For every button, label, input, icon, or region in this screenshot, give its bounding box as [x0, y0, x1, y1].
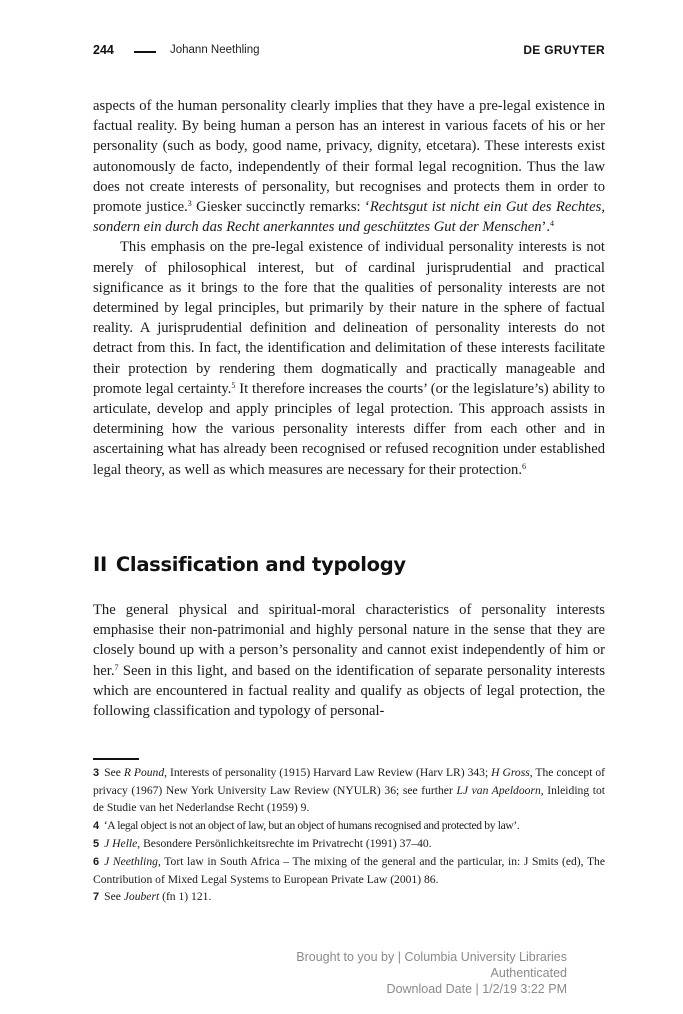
paragraph-1: aspects of the human personality clearly implies that they have a pre-legal existence in factual reality. By being human a person has an interest in various facets of his or her personality (such as body, good name, privacy, dignity, etcetara). These interests exist autonomously de facto, independently of their formal legal recognition. Thus the law does not create interests of personality, but recognises and protects them in order to promote justice.$^3$ Giesker succinctly remarks: ‘Rechtsgut ist nicht ein Gut des Rechtes, sondern ein durch das Recht anerkanntes und geschütztes Gut der Menschen’.$^4$ — [93, 98, 605, 236]
footnote-ref-3[interactable]: 3 — [187, 199, 192, 209]
footnote-text: , Besondere Persönlichkeitsrechte im Privatrecht (1991) 37–40. — [137, 836, 432, 850]
body-block-1 — [93, 96, 605, 480]
watermark-line-1: Brought to you by | Columbia University Libraries — [296, 950, 567, 964]
footnote-number: 5 — [93, 837, 100, 850]
footnote-text: , Inleiding tot de Studie van het Nederlandse Recht (1959) 9. — [93, 784, 606, 815]
footnote-text: (fn 1) 121. — [159, 890, 212, 904]
section-heading — [93, 553, 406, 576]
footnote-ref-4[interactable]: 4 — [550, 219, 555, 229]
section-title: Classification and typology — [115, 553, 406, 576]
footnote-number: 3 — [93, 767, 100, 779]
paragraph-2: This emphasis on the pre-legal existence of individual personality interests is not merely of philosophical interest, but of cardinal jurisprudential and practical significance as it brings to the fore that the qualities of personality interests are not determined by legal principles, but primarily by their nature in the sphere of factual reality. A jurisprudential definition and delineation of personality interests do not detract from this. In fact, the identification and delimitation of these interests facilitate their protection by rendering them dogmatically and practically manageable and promote legal certainty.$^5$ It therefore increases the courts’ (or the legislature’s) ability to articulate, develop and apply principles of legal protection. This approach assists in determining how the various personality interests differ from each other and in ascertaining what has already been recognised or refused recognition under established legal theory, as well as which measures are necessary for their protection.$^6$ — [93, 239, 605, 478]
watermark-line-2: Authenticated — [490, 966, 567, 980]
footnote-number: 6 — [93, 856, 100, 869]
footnote-text: See — [104, 890, 124, 904]
cited-author: J Helle — [104, 836, 138, 850]
footnote-separator — [93, 758, 139, 760]
german-quote: Rechtsgut ist nicht ein Gut des Rechtes, sondern ein durch das Recht anerkanntes und geschütztes Gut der Menschen — [93, 199, 605, 236]
footnote-text: , Interests of personality (1915) Harvard Law Review (Harv LR) 343; — [164, 766, 492, 779]
publisher-logo: DE GRUYTER — [523, 43, 605, 57]
footnote-7 — [93, 888, 605, 906]
running-author: Johann Neethling — [170, 44, 260, 56]
cited-author: H Gross — [491, 766, 530, 779]
cited-author: R Pound — [123, 766, 165, 779]
footnote-6 — [93, 853, 605, 888]
section-number: II — [93, 553, 107, 576]
cited-author: Joubert — [123, 890, 160, 904]
footnote-text: See — [104, 766, 124, 779]
footnote-3 — [93, 764, 605, 817]
watermark-line-3: Download Date | 1/2/19 3:22 PM — [386, 982, 567, 996]
body-block-2 — [93, 600, 605, 721]
footnote-5 — [93, 835, 605, 853]
page-number: 244 — [93, 43, 114, 57]
footnote-4 — [93, 817, 605, 835]
footnote-text: ‘A legal object is not an object of law, but an object of humans recognised and protected by law’. — [103, 818, 520, 832]
footnote-number: 7 — [93, 891, 100, 904]
cited-author: LJ van Apeldoorn — [456, 784, 541, 798]
paragraph-3: The general physical and spiritual-moral characteristics of personality interests emphasise their non-patrimonial and highly personal nature in the sense that they are closely bound up with a person’s personality and cannot exist independently of him or her.$^7$ Seen in this light, and based on the identification of separate personality interests which are encountered in factual reality and qualify as objects of legal protection, the following classification and typology of personal- — [93, 602, 605, 720]
footnote-text: , The concept of privacy (1967) New York University Law Review (NYULR) 36; see further — [93, 766, 606, 798]
access-watermark — [296, 949, 567, 997]
header-dash — [134, 51, 156, 53]
footnote-text: , Tort law in South Africa – The mixing of the general and the particular, in: J Smits (ed), The Contribution of Mixed Legal Systems to European Private Law (2001) 86. — [93, 855, 605, 887]
footnotes — [93, 764, 605, 907]
footnote-ref-7[interactable]: 7 — [114, 662, 119, 672]
footnote-number: 4 — [93, 819, 99, 832]
running-header — [93, 43, 605, 59]
footnote-ref-5[interactable]: 5 — [231, 380, 236, 390]
cited-author: J Neethling — [104, 855, 158, 869]
footnote-ref-6[interactable]: 6 — [522, 461, 526, 471]
